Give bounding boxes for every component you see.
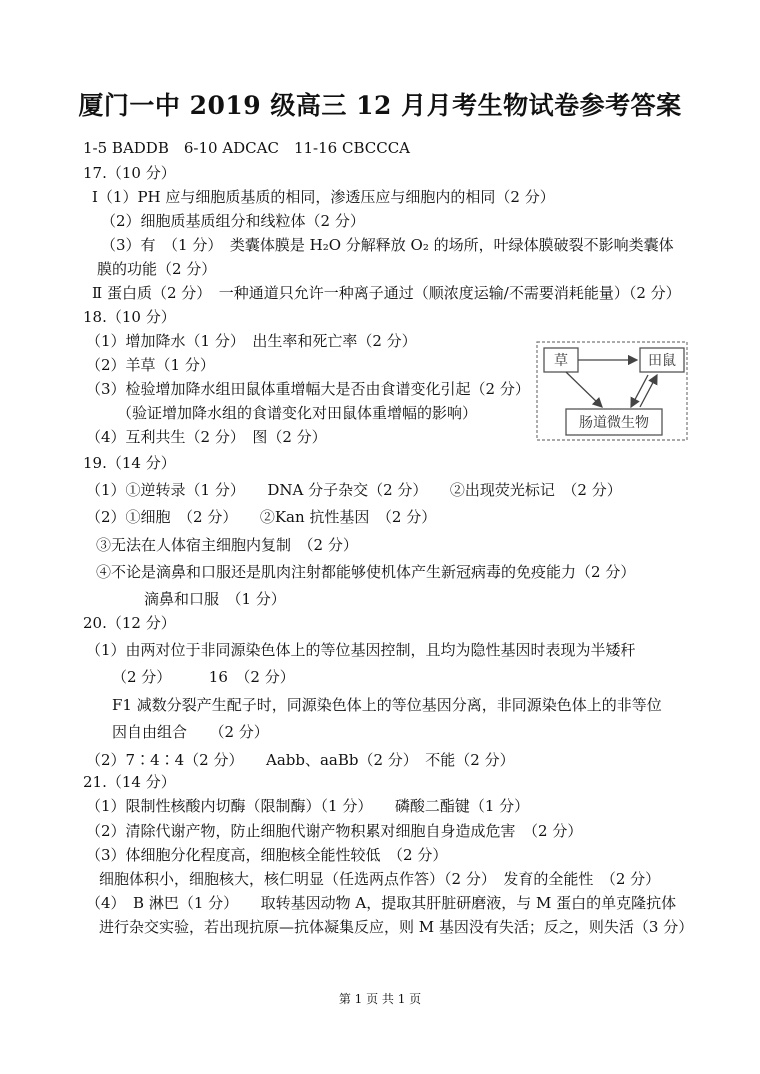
q20-line: 因自由组合 （2 分） xyxy=(112,723,269,741)
page-footer: 第 1 页 共 1 页 xyxy=(338,992,422,1006)
q21-line: 进行杂交实验，若出现抗原—抗体凝集反应，则 M 基因没有失活；反之，则失活（3 分） xyxy=(99,918,694,936)
q18-line: （1）增加降水（1 分） 出生率和死亡率（2 分） xyxy=(86,332,417,350)
q21-heading: 21.（14 分） xyxy=(83,773,176,791)
q17-line: 膜的功能（2 分） xyxy=(97,260,217,278)
page-title: 厦门一中 2019 级高三 12 月月考生物试卷参考答案 xyxy=(78,91,682,120)
q20-line: （2 分） 16 （2 分） xyxy=(112,668,295,686)
q19-line: 滴鼻和口服 （1 分） xyxy=(144,590,286,608)
food-web-diagram xyxy=(536,341,688,441)
mc-answers: 1-5 BADDB 6-10 ADCAC 11-16 CBCCCA xyxy=(83,139,411,157)
q18-line: （3）检验增加降水组田鼠体重增幅大是否由食谱变化引起（2 分） xyxy=(86,380,530,398)
q20-line: （1）由两对位于非同源染色体上的等位基因控制，且均为隐性基因时表现为半矮秆 xyxy=(86,641,636,659)
q19-line: ③无法在人体宿主细胞内复制 （2 分） xyxy=(96,536,358,554)
q18-line: （2）羊草（1 分） xyxy=(86,356,215,374)
arrow-grass-to-microbe xyxy=(566,372,602,407)
q21-line: （2）清除代谢产物，防止细胞代谢产物积累对细胞自身造成危害 （2 分） xyxy=(86,822,583,840)
q18-heading: 18.（10 分） xyxy=(83,308,176,326)
q19-line: （2）①细胞 （2 分） ②Kan 抗性基因 （2 分） xyxy=(86,508,437,526)
q21-line: （3）体细胞分化程度高，细胞核全能性较低 （2 分） xyxy=(86,846,448,864)
q20-line: （2）7∶4∶4（2 分） Aabb、aaBb（2 分） 不能（2 分） xyxy=(86,751,515,769)
q17-line: Ⅰ（1）PH 应与细胞质基质的相同，渗透压应与细胞内的相同（2 分） xyxy=(92,188,555,206)
q21-line: （1）限制性核酸内切酶（限制酶）（1 分） 磷酸二酯键（1 分） xyxy=(86,797,530,815)
q18-line: （4）互利共生（2 分） 图（2 分） xyxy=(86,428,327,446)
q19-heading: 19.（14 分） xyxy=(83,454,176,472)
q17-heading: 17.（10 分） xyxy=(83,164,176,182)
node-microbe-label: 肠道微生物 xyxy=(579,415,649,431)
q20-line: F1 减数分裂产生配子时，同源染色体上的等位基因分离，非同源染色体上的非等位 xyxy=(112,696,662,714)
node-grass-label: 草 xyxy=(554,353,568,369)
q19-line: （1）①逆转录（1 分） DNA 分子杂交（2 分） ②出现荧光标记 （2 分） xyxy=(86,481,622,499)
q17-line: Ⅱ 蛋白质（2 分） 一种通道只允许一种离子通过（顺浓度运输/不需要消耗能量）（2 分） xyxy=(92,284,681,302)
q20-heading: 20.（12 分） xyxy=(83,614,176,632)
q19-line: ④不论是滴鼻和口服还是肌肉注射都能够使机体产生新冠病毒的免疫能力（2 分） xyxy=(96,563,636,581)
q18-line: （验证增加降水组的食谱变化对田鼠体重增幅的影响） xyxy=(117,404,478,422)
q21-line: （4） B 淋巴（1 分） 取转基因动物 A，提取其肝脏研磨液，与 M 蛋白的单克隆抗体 xyxy=(86,894,677,912)
q17-line: （3）有 （1 分） 类囊体膜是 H₂O 分解释放 O₂ 的场所，叶绿体膜破裂不影响类囊体 xyxy=(101,236,674,254)
q21-line: 细胞体积小，细胞核大，核仁明显（任选两点作答）（2 分） 发育的全能性 （2 分） xyxy=(99,870,661,888)
arrow-vole-to-microbe xyxy=(631,375,648,407)
q17-line: （2）细胞质基质组分和线粒体（2 分） xyxy=(101,212,365,230)
arrow-microbe-to-vole xyxy=(640,375,657,407)
node-vole-label: 田鼠 xyxy=(648,353,676,369)
